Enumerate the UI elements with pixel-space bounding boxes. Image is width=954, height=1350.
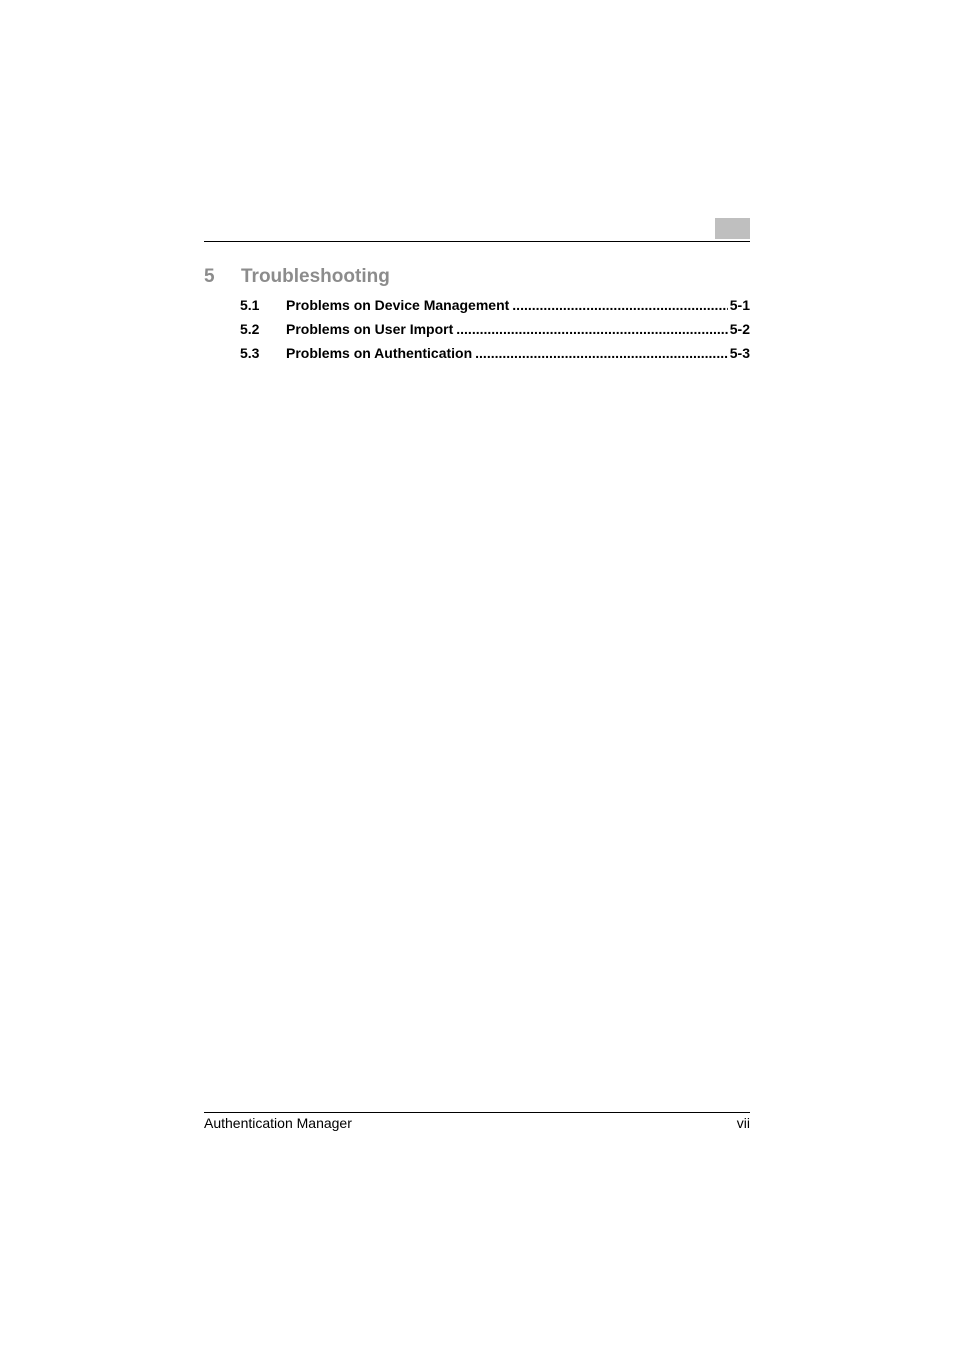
- toc-dot-leader: [475, 343, 728, 363]
- toc-entry-label[interactable]: Problems on User Import: [286, 321, 454, 337]
- toc-page-number[interactable]: 5-2: [729, 321, 750, 337]
- toc-entry[interactable]: [240, 295, 750, 319]
- toc-dot-leader: [512, 295, 727, 315]
- toc-entry[interactable]: [240, 343, 750, 367]
- footer-divider: [204, 1112, 750, 1113]
- toc-page-number[interactable]: 5-1: [729, 297, 750, 313]
- footer-document-title: Authentication Manager: [204, 1115, 352, 1131]
- toc-entry-label[interactable]: Problems on Authentication: [286, 345, 473, 361]
- footer-page-number: vii: [736, 1115, 750, 1131]
- toc-entry[interactable]: [240, 319, 750, 343]
- chapter-number: 5: [204, 266, 215, 287]
- toc-section-number: 5.2: [240, 321, 260, 337]
- toc-dot-leader: [456, 319, 728, 339]
- toc-page-number[interactable]: 5-3: [729, 345, 750, 361]
- chapter-heading: [204, 264, 750, 290]
- header-divider: [204, 241, 750, 242]
- toc-section-number: 5.1: [240, 297, 260, 313]
- chapter-tab-marker: [715, 218, 750, 239]
- toc-entry-label[interactable]: Problems on Device Management: [286, 297, 510, 313]
- toc-section-number: 5.3: [240, 345, 260, 361]
- chapter-title: Troubleshooting: [241, 266, 390, 287]
- toc-list: [240, 295, 750, 367]
